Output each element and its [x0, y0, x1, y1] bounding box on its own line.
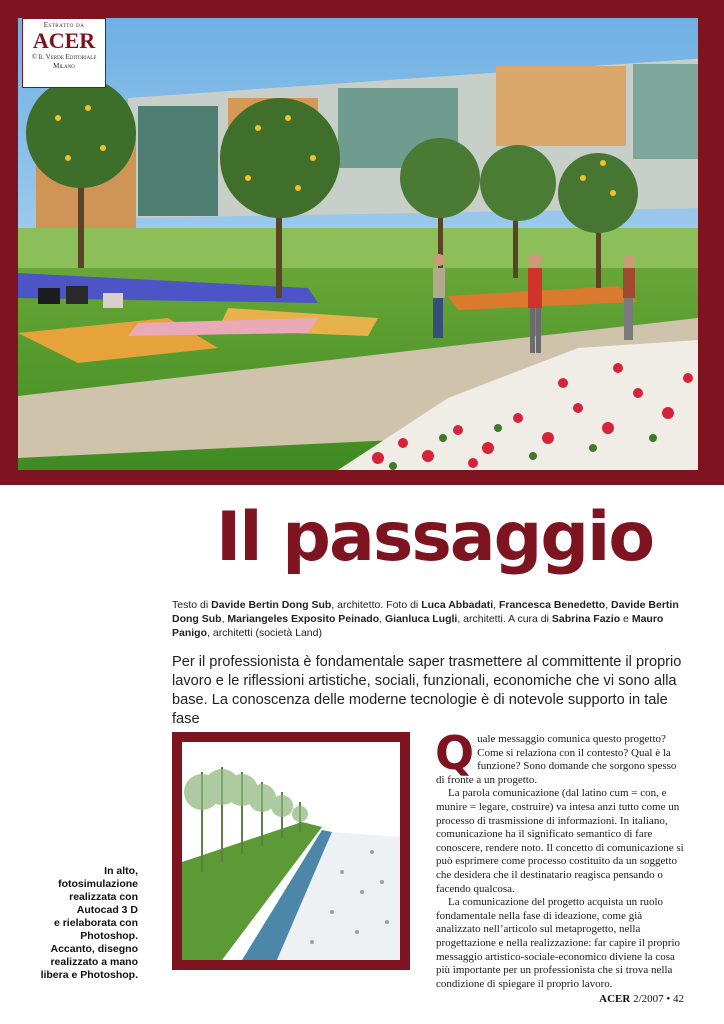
drop-cap: Q — [435, 726, 475, 780]
credit-name: Davide Bertin Dong Sub — [172, 599, 679, 625]
page-footer: ACER 2/2007 • 42 — [599, 993, 684, 1005]
credit-name: Sabrina Fazio — [551, 613, 621, 625]
acer-extract-badge — [22, 18, 106, 88]
body-paragraph: Quale messaggio comunica questo progetto? Come si relaziona con il contesto? Qual è la funzione? Sono domande che sorgono spesso di fronte a un progetto. — [435, 726, 677, 786]
drawing-image — [182, 742, 400, 960]
credit-name: Mauro Panigo — [172, 613, 664, 639]
body-paragraph: La parola comunicazione (dal latino cum = con, e munire = legare, costruire) va intesa anzi tutto come un processo di trasmissione di informazioni. In italiano, comunicazione ha il significato semantico di fare conoscere, rendere noto. Il concetto di comunicazione si può esprimere come processo costituito da un soggetto che desidera che il destinatario reagisca pensando o facendo qualcosa. — [436, 787, 684, 895]
badge-publisher: © Il Verde Editoriale — [31, 53, 97, 61]
article-title: Il passaggio — [216, 498, 654, 577]
credit-name: Gianluca Lugli — [384, 613, 458, 625]
badge-extract-label: Estratto da — [43, 21, 85, 29]
badge-brand-logo: ACER — [32, 28, 96, 53]
article-body — [435, 726, 684, 991]
article-credits: Testo di Davide Bertin Dong Sub, architetto. Foto di Luca Abbadati, Francesca Benedetto, Davide Bertin Dong Sub, Mariangeles Exposito Peinado, Gianluca Lugli, architetti. A cura di Sabrina Fazio e Mauro Panigo, architetti (società Land) — [172, 599, 679, 639]
figure-caption: In alto, fotosimulazione realizzata con Autocad 3 D e rielaborata con Photoshop. Accanto, disegno realizzato a mano libera e Photoshop. — [40, 865, 138, 981]
credit-name: Mariangeles Exposito Peinado — [227, 613, 380, 625]
credit-name: Francesca Benedetto — [498, 599, 606, 611]
drawing-figure — [172, 732, 410, 970]
body-paragraph: La comunicazione del progetto acquista un ruolo fondamentale nella fase di ideazione, come già analizzato nell’articolo sul metaprogetto, nella progettazione e nella realizzazione: far capire il proprio messaggio artistico-sociale-economico diviene la cosa più importante per un professionista che si trova nella condizione di spiegare il proprio lavoro. — [436, 896, 681, 990]
credit-name: Davide Bertin Dong Sub — [211, 599, 332, 611]
article-lead: Per il professionista è fondamentale saper trasmettere al committente il proprio lavoro e le riflessioni artistiche, sociali, funzionali, economiche che vi sono alla base. La conoscenza delle moderne tecnologie è di notevole supporto in tale fase — [172, 654, 682, 727]
hero-image — [18, 18, 698, 470]
badge-city: Milano — [53, 62, 75, 70]
credit-name: Luca Abbadati — [421, 599, 494, 611]
